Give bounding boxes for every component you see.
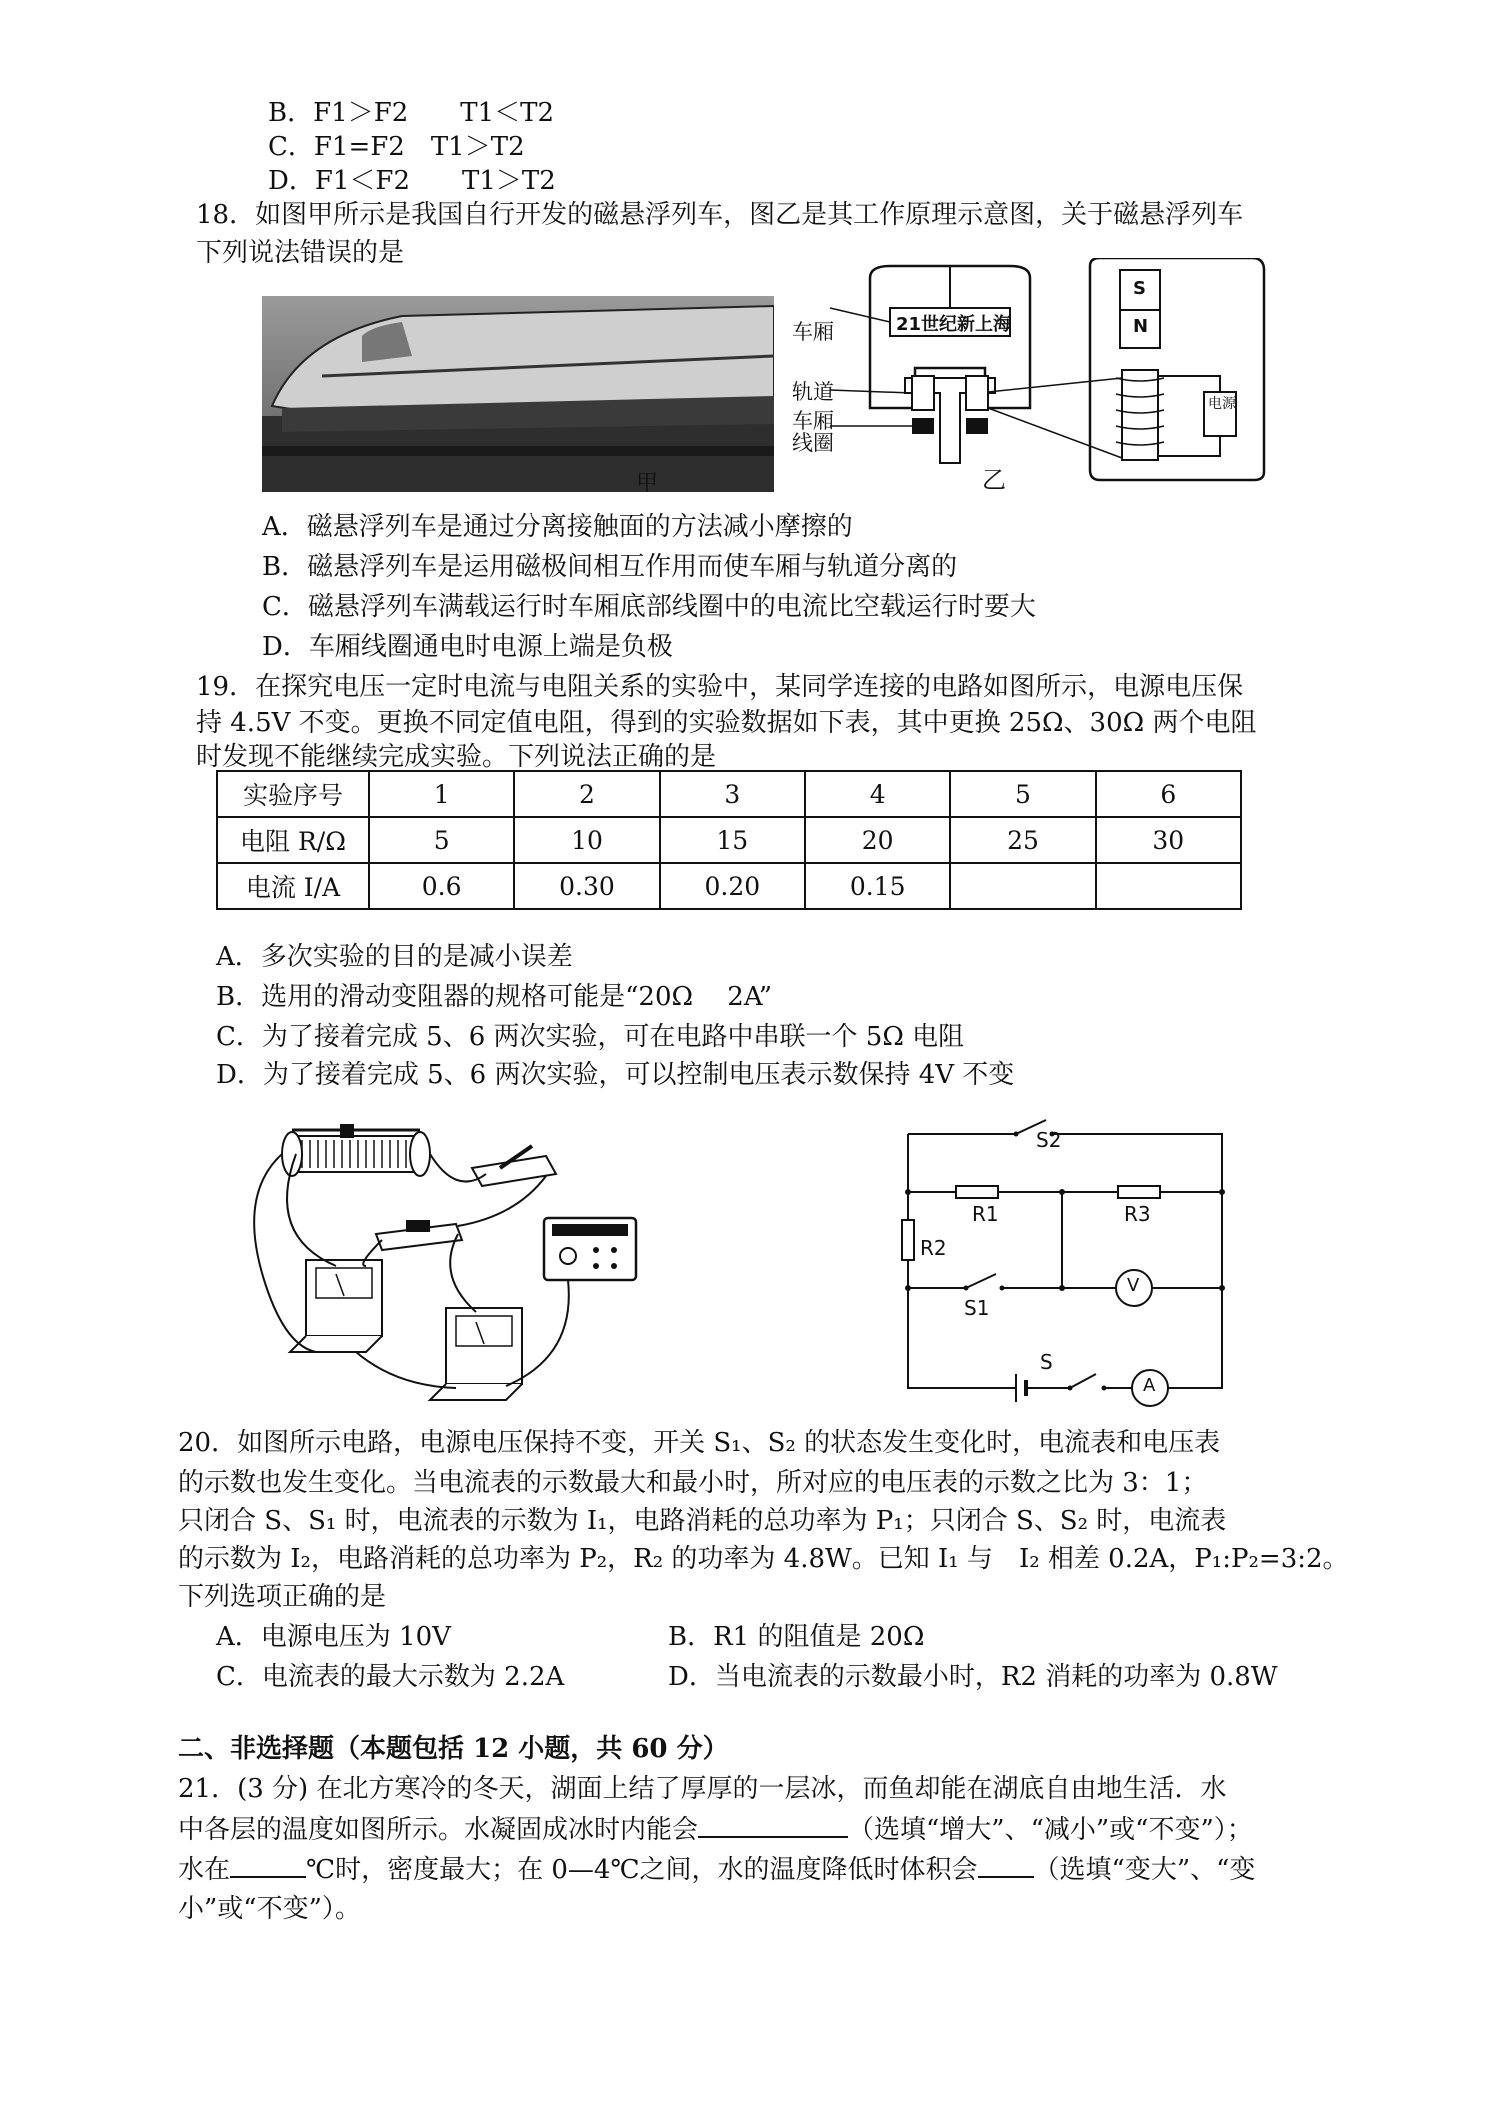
q21-blank-volume[interactable] — [978, 1852, 1034, 1878]
switch-s-label: S — [1040, 1350, 1053, 1374]
q20-stem-line1: 20．如图所示电路，电源电压保持不变，开关 S₁、S₂ 的状态发生变化时，电流表和电压表 — [178, 1428, 1221, 1458]
q19-option-a: A．多次实验的目的是减小误差 — [216, 942, 573, 972]
label-coil-line1: 车厢 — [792, 409, 834, 433]
resistor-r2-label: R2 — [920, 1236, 947, 1260]
table-cell — [950, 863, 1095, 909]
table-cell: 0.6 — [369, 863, 514, 909]
magnet-s-label: S — [1133, 278, 1146, 299]
table-row — [217, 817, 1241, 863]
q18-option-c: C．磁悬浮列车满载运行时车厢底部线圈中的电流比空载运行时要大 — [262, 592, 1036, 622]
q19-option-d: D．为了接着完成 5、6 两次实验，可以控制电压表示数保持 4V 不变 — [216, 1060, 1015, 1090]
q21-line2 — [178, 1812, 1253, 1847]
figure-label-jia: 甲 — [636, 471, 659, 496]
maglev-principle-diagram — [800, 258, 1270, 498]
table-row — [217, 863, 1241, 909]
q21-line2-text-a: 中各层的温度如图所示。水凝固成冰时内能会 — [178, 1815, 699, 1845]
table-header-cell: 实验序号 — [217, 771, 369, 817]
q20-stem-line2: 的示数也发生变化。当电流表的示数最大和最小时，所对应的电压表的示数之比为 3：1； — [178, 1468, 1208, 1498]
maglev-photo — [262, 296, 774, 492]
label-track: 轨道 — [792, 380, 834, 404]
q20-stem-line4: 的示数为 I₂，电路消耗的总功率为 P₂，R₂ 的功率为 4.8W。已知 I₁ 与 I₂ 相差 0.2A，P₁:P₂=3:2。 — [178, 1544, 1349, 1574]
table-cell: 5 — [369, 817, 514, 863]
q19-data-table — [216, 770, 1242, 910]
table-header-cell: 电阻 R/Ω — [217, 817, 369, 863]
physical-circuit-sketch — [236, 1116, 656, 1412]
q17-option-b: B．F1＞F2 T1＜T2 — [268, 98, 555, 128]
table-cell: 30 — [1096, 817, 1241, 863]
table-cell: 2 — [514, 771, 659, 817]
figure-label-yi: 乙 — [982, 466, 1006, 494]
q21-line4: 小”或“不变”）。 — [178, 1894, 361, 1924]
q17-option-c: C．F1=F2 T1＞T2 — [268, 132, 525, 162]
q20-option-a: A．电源电压为 10V — [216, 1622, 451, 1652]
q21-blank-internal-energy[interactable] — [698, 1812, 848, 1838]
label-coil-line2: 线圈 — [792, 431, 834, 455]
section2-title: 二、非选择题（本题包括 12 小题，共 60 分） — [178, 1734, 729, 1764]
table-cell: 25 — [950, 817, 1095, 863]
voltmeter-label: V — [1127, 1275, 1140, 1296]
resistor-r3-label: R3 — [1124, 1202, 1151, 1226]
table-cell: 10 — [514, 817, 659, 863]
table-cell — [1096, 863, 1241, 909]
q18-option-d: D．车厢线圈通电时电源上端是负极 — [262, 632, 673, 662]
table-cell: 0.20 — [660, 863, 805, 909]
q18-stem-line1: 18．如图甲所示是我国自行开发的磁悬浮列车，图乙是其工作原理示意图，关于磁悬浮列车 — [196, 200, 1244, 230]
q21-blank-temperature[interactable] — [230, 1852, 306, 1878]
circuit-schematic — [896, 1108, 1236, 1408]
q21-line3-text-a: 水在 — [178, 1855, 231, 1885]
q19-option-c: C．为了接着完成 5、6 两次实验，可在电路中串联一个 5Ω 电阻 — [216, 1022, 965, 1052]
switch-s1-label: S1 — [964, 1296, 990, 1320]
q21-line1: 21．(3 分) 在北方寒冷的冬天，湖面上结了厚厚的一层冰，而鱼却能在湖底自由地生活．水 — [178, 1774, 1227, 1804]
q19-stem-line3: 时发现不能继续完成实验。下列说法正确的是 — [196, 742, 717, 772]
label-carriage: 车厢 — [792, 320, 834, 344]
table-row — [217, 771, 1241, 817]
q19-option-b: B．选用的滑动变阻器的规格可能是“20Ω 2A” — [216, 982, 773, 1012]
table-cell: 6 — [1096, 771, 1241, 817]
q20-option-d: D．当电流表的示数最小时，R2 消耗的功率为 0.8W — [668, 1662, 1278, 1692]
q18-option-b: B．磁悬浮列车是运用磁极间相互作用而使车厢与轨道分离的 — [262, 552, 958, 582]
table-cell: 20 — [805, 817, 950, 863]
switch-s2-label: S2 — [1036, 1128, 1062, 1152]
carriage-banner: 21世纪新上海 — [896, 314, 1012, 335]
q18-stem-line2: 下列说法错误的是 — [196, 238, 405, 268]
table-cell: 3 — [660, 771, 805, 817]
q17-option-d: D．F1＜F2 T1＞T2 — [268, 166, 556, 196]
table-cell: 1 — [369, 771, 514, 817]
q21-line3-text-c: （选填“变大”、“变 — [1033, 1855, 1256, 1885]
table-cell: 5 — [950, 771, 1095, 817]
table-cell: 15 — [660, 817, 805, 863]
q20-stem-line3: 只闭合 S、S₁ 时，电流表的示数为 I₁，电路消耗的总功率为 P₁；只闭合 S、S₂ 时，电流表 — [178, 1506, 1227, 1536]
power-source-label: 电源 — [1208, 396, 1236, 412]
q19-stem-line1: 19．在探究电压一定时电流与电阻关系的实验中，某同学连接的电路如图所示，电源电压保 — [196, 672, 1244, 702]
q20-option-c: C．电流表的最大示数为 2.2A — [216, 1662, 565, 1692]
q21-line3-text-b: ℃时，密度最大；在 0—4℃之间，水的温度降低时体积会 — [306, 1855, 978, 1885]
table-cell: 0.30 — [514, 863, 659, 909]
table-header-cell: 电流 I/A — [217, 863, 369, 909]
q21-line2-text-b: （选填“增大”、“减小”或“不变”）； — [848, 1815, 1253, 1845]
ammeter-label: A — [1143, 1375, 1156, 1396]
magnet-n-label: N — [1133, 316, 1149, 337]
q18-option-a: A．磁悬浮列车是通过分离接触面的方法减小摩擦的 — [262, 512, 853, 542]
resistor-r1-label: R1 — [972, 1202, 999, 1226]
q20-stem-line5: 下列选项正确的是 — [178, 1582, 387, 1612]
q21-line3 — [178, 1852, 1255, 1887]
table-cell: 0.15 — [805, 863, 950, 909]
q20-option-b: B．R1 的阻值是 20Ω — [668, 1622, 925, 1652]
q19-stem-line2: 持 4.5V 不变。更换不同定值电阻，得到的实验数据如下表，其中更换 25Ω、30Ω 两个电阻 — [196, 708, 1257, 738]
table-cell: 4 — [805, 771, 950, 817]
